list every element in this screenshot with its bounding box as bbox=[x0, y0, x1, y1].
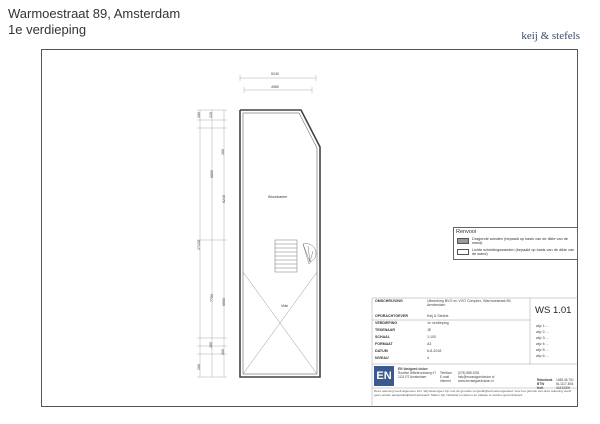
dim-left: 260 bbox=[197, 364, 201, 370]
tb-value: JE bbox=[427, 328, 432, 332]
revision-line: wijz 5: ... bbox=[536, 348, 550, 352]
btw-value: NL1117-B04 bbox=[556, 382, 574, 386]
tb-value: 6-8-2018 bbox=[427, 349, 442, 353]
phone-value: (075) 888 3281 bbox=[458, 371, 480, 375]
kvk-label: KvK bbox=[537, 386, 544, 390]
room-label-vide: Vide bbox=[281, 304, 289, 308]
tb-label: SCHAAL bbox=[375, 335, 390, 339]
company-name: EN Vastgoed vision bbox=[398, 367, 428, 371]
email-label: E-mail bbox=[440, 375, 450, 379]
tb-label: NIVEAU bbox=[375, 356, 389, 360]
web-link[interactable]: www.envastgoedvision.nl bbox=[458, 379, 494, 383]
floor-subtitle: 1e verdieping bbox=[8, 22, 87, 37]
tb-label: TEKENAAR bbox=[375, 328, 395, 332]
dim-left: 6560 bbox=[222, 298, 226, 306]
dim-left: 17430 bbox=[197, 240, 201, 250]
revision-line: wijz 4: ... bbox=[536, 342, 550, 346]
dim-left: 210 bbox=[209, 112, 213, 118]
disclaimer: Deze tekening heeft algemene info. Wij tekeningen zijn met de grootste zorgvuldigheid samengesteld. Voor het gebruik van deze tekening wordt geen enkele aansprakelijkheid aanvaard. Maten zijn indicatief en dienen ter plaatse te worden gecontroleerd. bbox=[374, 389, 572, 397]
tb-label: OMSCHRIJVING bbox=[375, 299, 403, 303]
legend-item: Dragende wanden (bepaald op basis van de dikte van de wand) bbox=[472, 237, 569, 246]
email-link[interactable]: info@envastgoedvision.nl bbox=[458, 375, 495, 379]
tb-label: VERDIEPING bbox=[375, 321, 398, 325]
revision-line: wijz 3: ... bbox=[536, 336, 550, 340]
dim-left: 260 bbox=[197, 112, 201, 118]
tb-label: DATUM bbox=[375, 349, 388, 353]
company-address: Rozette Willebrordsweg 47 bbox=[398, 371, 437, 375]
tb-label: FORMAAT bbox=[375, 342, 393, 346]
company-logo: EN bbox=[374, 366, 394, 386]
dim-left: 6800 bbox=[210, 170, 214, 178]
dim-left: 260 bbox=[221, 149, 225, 155]
web-label: Internet bbox=[440, 379, 451, 383]
tb-value: Uitwerking BVO en VVO Complex, Warmoestraat 89, Amsterdam bbox=[427, 299, 512, 308]
tb-value: 1e verdieping bbox=[427, 321, 449, 325]
tb-value: A3 bbox=[427, 342, 432, 346]
tb-value: Keij & Stefels bbox=[427, 314, 449, 318]
address-title: Warmoestraat 89, Amsterdam bbox=[8, 6, 181, 21]
revision-line: wijz 2: ... bbox=[536, 330, 550, 334]
legend-title: Renvooi bbox=[456, 229, 477, 235]
revision-line: wijz 6: ... bbox=[536, 354, 550, 358]
dim-top-inner: 4980 bbox=[271, 85, 279, 89]
dim-left: 260 bbox=[221, 349, 225, 355]
tb-value: 4 bbox=[427, 356, 429, 360]
sheet-number: WS 1.01 bbox=[535, 305, 572, 316]
bank-label: Rabobank bbox=[537, 378, 553, 382]
tb-value: 1:100 bbox=[427, 335, 436, 339]
kvk-value: 34433300 bbox=[556, 386, 571, 390]
btw-label: BTW bbox=[537, 382, 545, 386]
brand-logo: keij & stefels bbox=[521, 30, 580, 42]
dim-left: 260 bbox=[209, 342, 213, 348]
legend-item: Lichte scheidingswanden (bepaald op basis van de dikte van de wand) bbox=[472, 248, 575, 257]
dim-left: 7750 bbox=[210, 294, 214, 302]
revision-line: wijz 1: ... bbox=[536, 324, 550, 328]
phone-label: Telefoon bbox=[440, 371, 453, 375]
dim-top-outer: 5240 bbox=[271, 72, 279, 76]
tb-label: OPDRACHTGEVER bbox=[375, 314, 408, 318]
company-city: 1111 PZ Amsterdam bbox=[398, 375, 427, 379]
dim-left: 6240 bbox=[222, 195, 226, 203]
bank-value: 1488.46.751 bbox=[556, 378, 574, 382]
room-label-woonkamer: Woonkamer bbox=[268, 195, 288, 199]
